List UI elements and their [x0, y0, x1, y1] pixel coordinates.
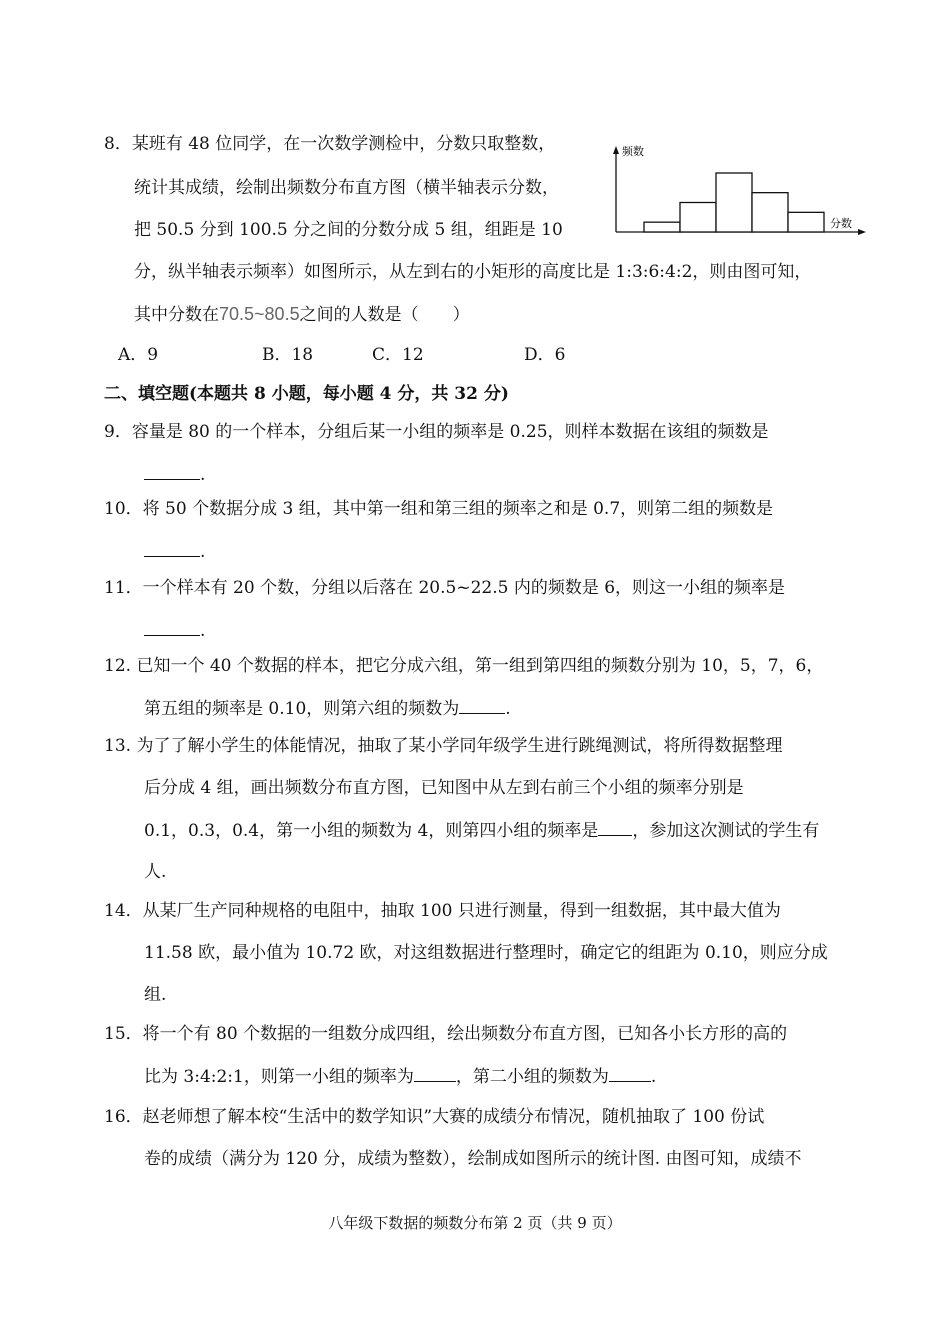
- q16-line-1: 16．赵老师想了解本校“生活中的数学知识”大赛的成绩分布情况，随机抽取了 100 份试: [104, 1107, 765, 1127]
- q9-period: .: [200, 465, 206, 485]
- q16-line-2: 卷的成绩（满分为 120 分，成绩为整数），绘制成如图所示的统计图. 由图可知，成绩不: [144, 1149, 802, 1169]
- page-footer: 八年级下数据的频数分布第 2 页（共 9 页）: [328, 1214, 622, 1232]
- q15-line-2: [144, 1065, 656, 1088]
- q13-line-3: [144, 819, 819, 842]
- q8-option-d: D．6: [524, 345, 566, 365]
- q11-line-1: 11．一个样本有 20 个数，分组以后落在 20.5~22.5 内的频数是 6，则这一小组的频率是: [104, 578, 786, 598]
- q10-line-1: 10．将 50 个数据分成 3 组，其中第一组和第三组的频率之和是 0.7，则第二组的频数是: [104, 499, 774, 519]
- q10-answer-blank[interactable]: [144, 540, 200, 557]
- q10-line-2: [144, 540, 205, 563]
- q11-line-2: [144, 619, 205, 642]
- q15-answer-blank-1[interactable]: [414, 1065, 456, 1082]
- histogram-y-label: 频数: [622, 145, 644, 158]
- q14-line-2: 11.58 欧，最小值为 10.72 欧，对这组数据进行整理时，确定它的组距为 0.10，则应分成: [144, 943, 828, 963]
- q8-option-a: A．9: [118, 345, 159, 365]
- q8-option-b: B．18: [262, 345, 314, 365]
- q14-line-1: 14．从某厂生产同种规格的电阻中，抽取 100 只进行测量，得到一组数据，其中最大值为: [104, 901, 781, 921]
- q9-line-1: 9．容量是 80 的一个样本，分组后某一小组的频率是 0.25，则样本数据在该组的频数是: [104, 422, 769, 442]
- q8-line-5-post: 之间的人数是（ ）: [299, 305, 470, 325]
- q12-line-2: [144, 697, 511, 720]
- q9-line-2: [144, 463, 205, 486]
- q13-answer-blank-1[interactable]: [598, 819, 632, 836]
- frequency-histogram: [608, 140, 870, 240]
- histogram-bar: [788, 212, 824, 232]
- q15-line-1: 15．将一个有 80 个数据的一组数分成四组，绘出频数分布直方图，已知各小长方形的高的: [104, 1024, 788, 1044]
- q8-line-2: 统计其成绩，绘制出频数分布直方图（横半轴表示分数，: [134, 178, 559, 198]
- q12-line-1: 12. 已知一个 40 个数据的样本，把它分成六组，第一组到第四组的频数分别为 10，5，7，6，: [104, 656, 824, 676]
- q8-line-3: 把 50.5 分到 100.5 分之间的分数分成 5 组，组距是 10: [134, 220, 563, 240]
- q11-period: .: [200, 621, 206, 641]
- q8-line-5-pre: 其中分数在: [134, 305, 219, 325]
- q8-line-5: [134, 303, 470, 326]
- q8-range: 70.5~80.5: [219, 304, 300, 324]
- q12-period: .: [505, 699, 511, 719]
- q8-line-1: 8．某班有 48 位同学，在一次数学测检中，分数只取整数，: [104, 134, 556, 154]
- q13-line-2: 后分成 4 组，画出频数分布直方图，已知图中从左到右前三个小组的频率分别是: [144, 778, 744, 798]
- q13-line-3-text: 0.1，0.3，0.4，第一小组的频数为 4，则第四小组的频率是: [144, 821, 599, 841]
- q13-line-1: 13. 为了了解小学生的体能情况，抽取了某小学同年级学生进行跳绳测试，将所得数据整理: [104, 736, 783, 756]
- q14-line-3: 组.: [144, 985, 167, 1005]
- q13-line-4: 人.: [144, 862, 167, 882]
- q12-line-2-text: 第五组的频率是 0.10，则第六组的频数为: [144, 699, 460, 719]
- histogram-x-label: 分数: [830, 217, 852, 230]
- q10-period: .: [200, 542, 206, 562]
- q8-line-4: 分，纵半轴表示频率）如图所示，从左到右的小矩形的高度比是 1:3:6:4:2，则由图可知，: [134, 262, 812, 282]
- q15-period: .: [650, 1067, 657, 1087]
- q13-line-3-post: ，参加这次测试的学生有: [632, 821, 820, 841]
- histogram-bar: [680, 203, 716, 233]
- q11-answer-blank[interactable]: [144, 619, 200, 636]
- q15-line-2-text: 比为 3:4:2:1，则第一小组的频率为: [144, 1067, 414, 1087]
- histogram-x-arrow: [858, 229, 866, 235]
- histogram-y-arrow: [613, 146, 619, 154]
- q9-answer-blank[interactable]: [144, 463, 200, 480]
- q8-option-c: C．12: [372, 345, 424, 365]
- histogram-bar: [644, 222, 680, 232]
- section-2-heading: 二、填空题(本题共 8 小题，每小题 4 分，共 32 分): [104, 384, 509, 404]
- q15-line-2-mid: ，第二小组的频数为: [455, 1067, 609, 1087]
- q12-answer-blank[interactable]: [459, 697, 505, 714]
- q15-answer-blank-2[interactable]: [609, 1065, 651, 1082]
- histogram-bar: [716, 173, 752, 232]
- histogram-bars: [644, 173, 824, 232]
- histogram-bar: [752, 193, 788, 232]
